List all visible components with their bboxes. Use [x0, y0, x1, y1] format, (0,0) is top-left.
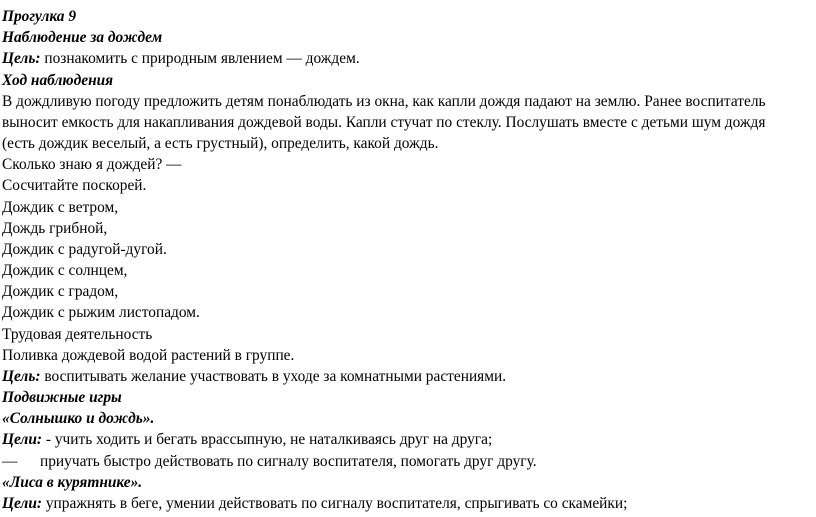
game-1-goals-text: - учить ходить и бегать врассыпную, не наталкиваясь друг на друга; [42, 431, 493, 449]
goal-label: Цель: [2, 50, 41, 68]
labor-activity-heading: Трудовая деятельность [2, 325, 153, 343]
outdoor-games-heading: Подвижные игры [2, 389, 122, 407]
poem-line-4: Дождь грибной, [2, 219, 108, 237]
observation-title: Наблюдение за дождем [2, 29, 163, 47]
labor-goal-line [2, 366, 506, 388]
paragraph-line-2: выносит емкость для накапливания дождевой воды. Капли стучат по стеклу. Послушать вместе с детьми шум дождя [2, 113, 766, 131]
paragraph-line-3: (есть дождик веселый, а есть грустный), определить, какой дождь. [2, 135, 439, 153]
labor-goal-text: воспитывать желание участвовать в уходе за комнатными растениями. [40, 367, 507, 385]
game-2-goals-text: упражнять в беге, умении действовать по сигналу воспитателя, спрыгивать со скамейки; [42, 495, 628, 512]
poem-line-6: Дождик с солнцем, [2, 262, 128, 280]
game-1-goal-item [2, 451, 537, 473]
paragraph-line-1: В дождливую погоду предложить детям понаблюдать из окна, как капли дождя падают на землю. Ранее воспитатель [2, 92, 766, 110]
observation-course-heading: Ход наблюдения [2, 71, 114, 89]
game-2-title: «Лиса в курятнике». [2, 473, 143, 491]
game-1-goal-item-text: приучать быстро действовать по сигналу воспитателя, помогать друг другу. [40, 452, 537, 470]
game-1-title: «Солнышко и дождь». [2, 410, 155, 428]
labor-goal-label: Цель: [2, 367, 41, 385]
game-1-goals-label: Цели: [2, 431, 43, 449]
poem-line-2: Сосчитайте поскорей. [2, 177, 147, 195]
poem-line-5: Дождик с радугой-дугой. [2, 240, 167, 258]
poem-line-7: Дождик с градом, [2, 283, 119, 301]
walk-title: Прогулка 9 [2, 8, 77, 25]
list-dash: — [2, 452, 18, 470]
game-2-goals-line [2, 493, 627, 515]
goal-line [2, 48, 360, 70]
poem-line-3: Дождик с ветром, [2, 198, 119, 216]
goal-text: познакомить с природным явлением — дождем. [40, 50, 360, 68]
poem-line-1: Сколько знаю я дождей? — [2, 156, 182, 174]
poem-line-8: Дождик с рыжим листопадом. [2, 304, 200, 322]
game-1-goals-line [2, 429, 492, 451]
game-2-goals-label: Цели: [2, 495, 43, 512]
labor-activity-text: Поливка дождевой водой растений в группе. [2, 346, 295, 364]
